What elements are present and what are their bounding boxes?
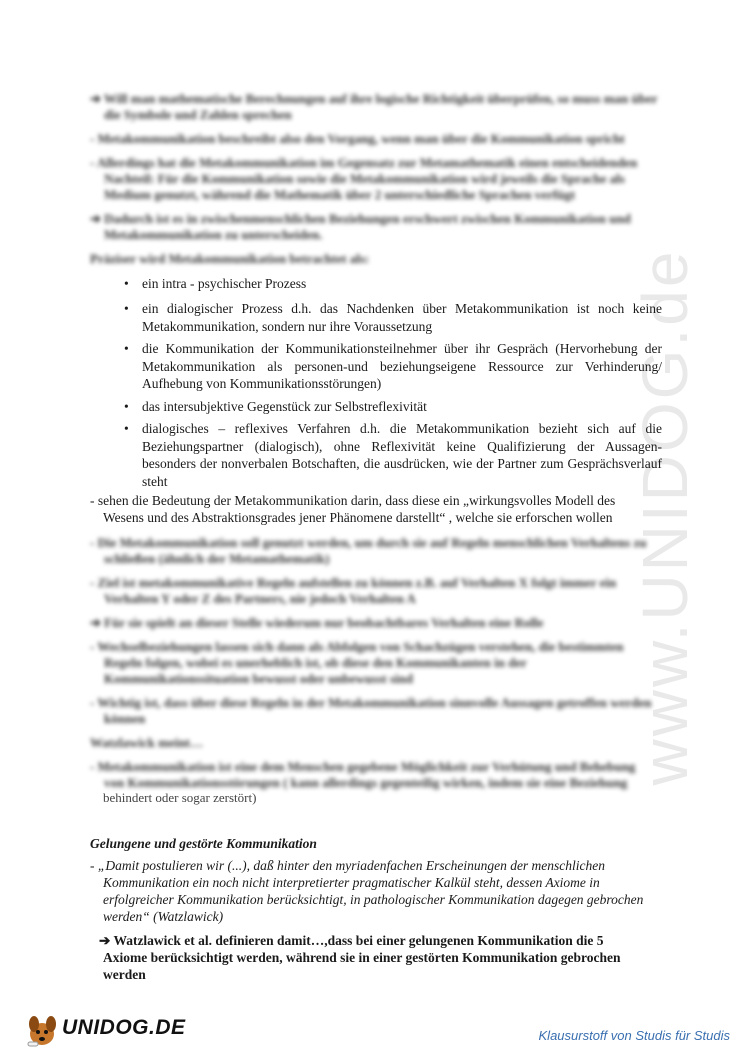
blurred-line: - Ziel ist metakommunikative Regeln aufstellen zu können z.B. auf Verhalten X folgt immer ein bbox=[90, 575, 617, 590]
blurred-line: schließen (ähnlich der Metamathematik) bbox=[104, 551, 330, 566]
bullet-item bbox=[124, 398, 662, 416]
bullet-dot-icon: • bbox=[124, 399, 129, 414]
bullet-text: ein dialogischer Prozess d.h. das Nachdenken über Metakommunikation ist noch keine Metakommunikation, sondern nur ihre Voraussetzung bbox=[142, 301, 662, 334]
unidog-logo[interactable] bbox=[22, 1012, 186, 1048]
quote-line: werden“ (Watzlawick) bbox=[103, 909, 224, 924]
behindert-line: behindert oder sogar zerstört) bbox=[103, 790, 257, 805]
blurred-line: - Metakommunikation beschreibt also den Vorgang, wenn man über die Kommunikation spricht bbox=[90, 131, 625, 146]
blurred-line: Metakommunikation zu unterscheiden. bbox=[104, 227, 323, 242]
bullet-text: dialogisches – reflexives Verfahren d.h. die Metakommunikation bezieht sich auf die Beziehungspartner (dialogisch), ohne Reflexivität keine Qualifizierung der Aussagen- besonders der nonverbalen Botschaften, die ausdrücken, wie der Partner zum Gesprächsverlauf steht bbox=[142, 421, 662, 489]
quote-line: Kommunikation ein noch nicht interpretierter pragmatischer Kalkül steht, dessen Axiome in bbox=[103, 875, 600, 890]
blurred-line: ➔ Für sie spielt an dieser Stelle wiederum nur beobachtbares Verhalten eine Rolle bbox=[90, 615, 544, 630]
blurred-line: Regeln folgen, wobei es unerheblich ist, ob diese den Kommunikanten in der bbox=[104, 655, 527, 670]
bullet-dot-icon: • bbox=[124, 341, 129, 356]
conclusion-line: ➔ Watzlawick et al. definieren damit…,dass bei einer gelungenen Kommunikation die 5 bbox=[99, 933, 604, 948]
brand-text: UNIDOG.DE bbox=[62, 1016, 186, 1039]
bullet-text: die Kommunikation der Kommunikationsteilnehmer über ihr Gespräch (Hervorhebung der Metakommunikation als personen-und beziehungseigene Ressource zur Verhinderung/ Aufhebung von Kommunikationsstörungen) bbox=[142, 341, 662, 391]
footer-tagline: Klausurstoff von Studis für Studis bbox=[538, 1028, 730, 1043]
blurred-line: ➔ Will man mathematische Berechnungen auf ihre logische Richtigkeit überprüfen, so muss man über bbox=[90, 91, 658, 106]
blurred-line: - Wechselbeziehungen lassen sich dann als Abfolgen von Schachzügen verstehen, die bestimmten bbox=[90, 639, 624, 654]
conclusion-line: Axiome berücksichtigt werden, während sie in einer gestörten Kommunikation gebrochen bbox=[103, 950, 621, 965]
bullet-item bbox=[124, 300, 662, 335]
blurred-line: ➔ Dadurch ist es in zwischenmenschlichen Beziehungen erschwert zwischen Kommunikation und bbox=[90, 211, 631, 226]
blurred-heading: Watzlawick meint… bbox=[90, 735, 204, 750]
blurred-line: Verhalten Y oder Z des Partners, nie jedoch Verhalten A bbox=[104, 591, 416, 606]
blurred-line: die Symbole und Zahlen sprechen bbox=[104, 107, 292, 122]
bullet-dot-icon: • bbox=[124, 421, 129, 436]
section-title: Gelungene und gestörte Kommunikation bbox=[90, 836, 317, 851]
bullet-text: das intersubjektive Gegenstück zur Selbstreflexivität bbox=[142, 399, 427, 414]
bullet-dot-icon: • bbox=[124, 301, 129, 316]
sehen-line: - sehen die Bedeutung der Metakommunikation darin, dass diese ein „wirkungsvolles Modell des bbox=[90, 493, 616, 508]
conclusion-line: werden bbox=[103, 967, 146, 982]
bullet-item bbox=[124, 420, 662, 490]
blurred-line: Medium genutzt, während die Mathematik über 2 unterschiedliche Sprachen verfügt bbox=[104, 187, 576, 202]
blurred-line: - Wichtig ist, dass über diese Regeln in der Metakommunikation sinnvolle Aussagen getroffen werden bbox=[90, 695, 652, 710]
blurred-line: können bbox=[104, 711, 146, 726]
blurred-line: Nachteil: Für die Kommunikation sowie die Metakommunikation wird jeweils die Sprache als bbox=[104, 171, 625, 186]
bullet-item bbox=[124, 275, 662, 293]
watermark: www.UNIDOG.de bbox=[629, 248, 701, 786]
blurred-line: von Kommunikationsstörungen ( kann allerdings gegenteilig wirken, indem sie eine Beziehung bbox=[104, 775, 628, 790]
blurred-line: - Allerdings hat die Metakommunikation im Gegensatz zur Metamathematik einen entscheidenden bbox=[90, 155, 638, 170]
bullet-text: ein intra - psychischer Prozess bbox=[142, 276, 307, 291]
blurred-heading: Präziser wird Metakommunikation betrachtet als: bbox=[90, 251, 370, 266]
quote-line: - „Damit postulieren wir (...), daß hinter den myriadenfachen Erscheinungen der menschlichen bbox=[90, 858, 606, 873]
blurred-line: - Metakommunikation ist eine dem Menschen gegebene Möglichkeit zur Verhütung und Behebung bbox=[90, 759, 636, 774]
blurred-line: Kommunikationssituation bewusst oder unbewusst sind bbox=[104, 671, 413, 686]
blurred-line: - Die Metakommunikation soll genutzt werden, um durch sie auf Regeln menschlichen Verhaltens zu bbox=[90, 535, 647, 550]
dog-icon bbox=[22, 1012, 62, 1048]
bullet-dot-icon: • bbox=[124, 276, 129, 291]
quote-line: erfolgreicher Kommunikation berücksichtigt, in pathologischer Kommunikation dagegen gebrochen bbox=[103, 892, 644, 907]
sehen-line: Wesens und des Abstraktionsgrades jener Phänomene darstellt“ , welche sie erforschen wollen bbox=[103, 510, 613, 525]
bullet-item bbox=[124, 340, 662, 393]
